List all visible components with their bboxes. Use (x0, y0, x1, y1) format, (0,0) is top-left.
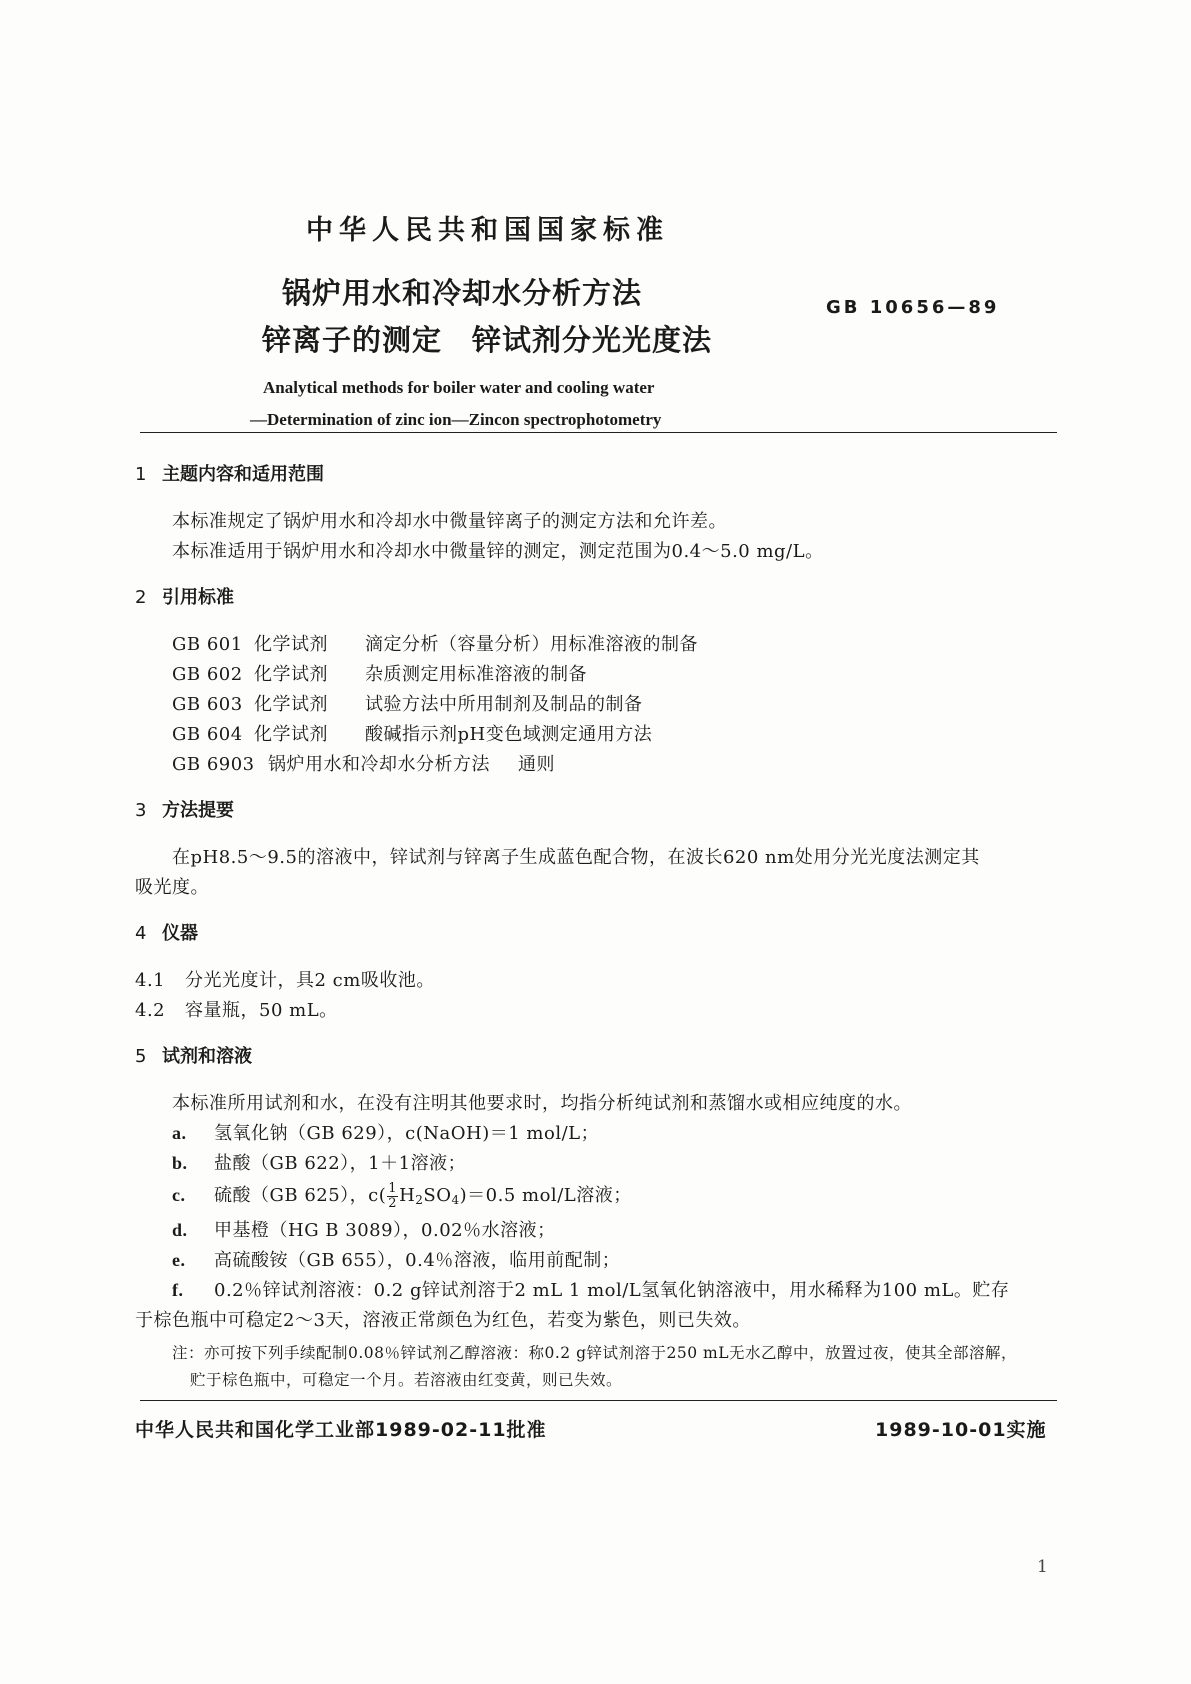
section-title: 仪器 (162, 923, 198, 944)
reference-code: GB 6903 (172, 754, 255, 775)
formula-part: H (399, 1185, 416, 1206)
item-text: 0.2％锌试剂溶液：0.2 g锌试剂溶于2 mL 1 mol/L氢氧化钠溶液中，用水稀释为100 mL。贮存 (214, 1280, 1010, 1301)
section-number: 2 (135, 587, 147, 608)
s3-paragraph-line1: 在pH8.5～9.5的溶液中，锌试剂与锌离子生成蓝色配合物，在波长620 nm处用分光光度法测定其 (172, 847, 980, 868)
formula-part: SO (423, 1185, 452, 1206)
instrument-item (135, 996, 338, 1022)
formula-subscript: 4 (451, 1193, 460, 1207)
header-divider (140, 432, 1057, 433)
item-text-pre: 硫酸（GB 625），c( (214, 1185, 387, 1206)
page-number: 1 (1037, 1557, 1048, 1577)
reference-code: GB 601 (172, 634, 243, 655)
reagent-item-f-continued: 于棕色瓶中可稳定2～3天，溶液正常颜色为红色，若变为紫色，则已失效。 (135, 1310, 751, 1331)
item-label: b. (172, 1153, 188, 1173)
reagent-item-e (172, 1246, 620, 1272)
reference-category: 化学试剂 (254, 724, 328, 745)
fraction-numerator: 1 (388, 1180, 398, 1196)
section-number: 5 (135, 1046, 147, 1067)
document-title-line2 (262, 318, 712, 359)
item-label: a. (172, 1123, 187, 1143)
s5-intro: 本标准所用试剂和水，在没有注明其他要求时，均指分析纯试剂和蒸馏水或相应纯度的水。 (172, 1093, 912, 1114)
item-number: 4.1 (135, 970, 166, 991)
reagent-item-b (172, 1149, 466, 1175)
section-title: 试剂和溶液 (162, 1046, 252, 1067)
section-1-heading (135, 460, 324, 486)
item-label: e. (172, 1250, 186, 1270)
footer-divider (140, 1400, 1057, 1401)
standard-number: GB 10656—89 (826, 297, 1000, 318)
section-3-heading (135, 796, 234, 822)
english-title-line1: Analytical methods for boiler water and cooling water (263, 378, 655, 397)
reference-title: 滴定分析（容量分析）用标准溶液的制备 (365, 634, 698, 655)
note-line1: 注：亦可按下列手续配制0.08％锌试剂乙醇溶液：称0.2 g锌试剂溶于250 mL无水乙醇中，放置过夜，使其全部溶解， (172, 1344, 1018, 1362)
item-label: d. (172, 1220, 188, 1240)
section-5-heading (135, 1042, 252, 1068)
national-standard-heading: 中华人民共和国国家标准 (306, 215, 669, 246)
reagent-item-c (172, 1181, 632, 1211)
title-part-a: 锌离子的测定 (262, 323, 443, 357)
note-line2: 贮于棕色瓶中，可稳定一个月。若溶液由红变黄，则已失效。 (190, 1371, 623, 1389)
reference-code: GB 603 (172, 694, 243, 715)
reference-row (172, 690, 643, 716)
s1-paragraph-2: 本标准适用于锅炉用水和冷却水中微量锌的测定，测定范围为0.4～5.0 mg/L。 (172, 541, 824, 562)
reagent-item-d (172, 1216, 556, 1242)
reference-row (172, 720, 652, 746)
section-number: 4 (135, 923, 147, 944)
reference-category: 化学试剂 (254, 634, 328, 655)
reference-category: 锅炉用水和冷却水分析方法 (268, 754, 490, 775)
item-text: 分光光度计，具2 cm吸收池。 (185, 970, 435, 991)
reference-code: GB 602 (172, 664, 243, 685)
formula-subscript: 2 (415, 1193, 424, 1207)
item-text: 甲基橙（HG B 3089），0.02％水溶液； (214, 1220, 556, 1241)
reagent-item-f (172, 1276, 1009, 1302)
section-number: 1 (135, 464, 147, 485)
item-text: 盐酸（GB 622），1＋1溶液； (214, 1153, 467, 1174)
item-label: c. (172, 1185, 186, 1205)
instrument-item (135, 966, 435, 992)
section-number: 3 (135, 800, 147, 821)
reference-title: 试验方法中所用制剂及制品的制备 (365, 694, 643, 715)
item-number: 4.2 (135, 1000, 166, 1021)
item-text: 容量瓶，50 mL。 (185, 1000, 338, 1021)
reference-code: GB 604 (172, 724, 243, 745)
fraction-denominator: 2 (388, 1195, 398, 1211)
approval-line: 中华人民共和国化学工业部1989-02-11批准 (135, 1419, 547, 1441)
item-text: 高硫酸铵（GB 655），0.4％溶液，临用前配制； (214, 1250, 621, 1271)
s1-paragraph-1: 本标准规定了锅炉用水和冷却水中微量锌离子的测定方法和允许差。 (172, 511, 727, 532)
item-text: 氢氧化钠（GB 629），c(NaOH)＝1 mol/L； (214, 1123, 600, 1144)
document-title-line1: 锅炉用水和冷却水分析方法 (282, 276, 643, 310)
reference-category: 化学试剂 (254, 694, 328, 715)
reagent-item-a (172, 1119, 599, 1145)
fraction (387, 1182, 398, 1211)
reference-title: 杂质测定用标准溶液的制备 (365, 664, 587, 685)
reference-row (172, 750, 555, 776)
implementation-date: 1989-10-01实施 (875, 1419, 1047, 1441)
section-2-heading (135, 583, 234, 609)
title-part-b: 锌试剂分光光度法 (472, 323, 713, 357)
section-title: 方法提要 (162, 800, 234, 821)
reference-title: 通则 (518, 754, 555, 775)
section-4-heading (135, 919, 198, 945)
reference-row (172, 660, 587, 686)
item-label: f. (172, 1280, 184, 1300)
section-title: 引用标准 (162, 587, 234, 608)
item-text-post: )＝0.5 mol/L溶液； (459, 1185, 632, 1206)
reference-category: 化学试剂 (254, 664, 328, 685)
reference-row (172, 630, 698, 656)
section-title: 主题内容和适用范围 (162, 464, 324, 485)
reference-title: 酸碱指示剂pH变色域测定通用方法 (365, 724, 653, 745)
s3-paragraph-line2: 吸光度。 (135, 877, 209, 898)
english-title-line2: —Determination of zinc ion—Zincon spectrophotometry (250, 410, 662, 429)
